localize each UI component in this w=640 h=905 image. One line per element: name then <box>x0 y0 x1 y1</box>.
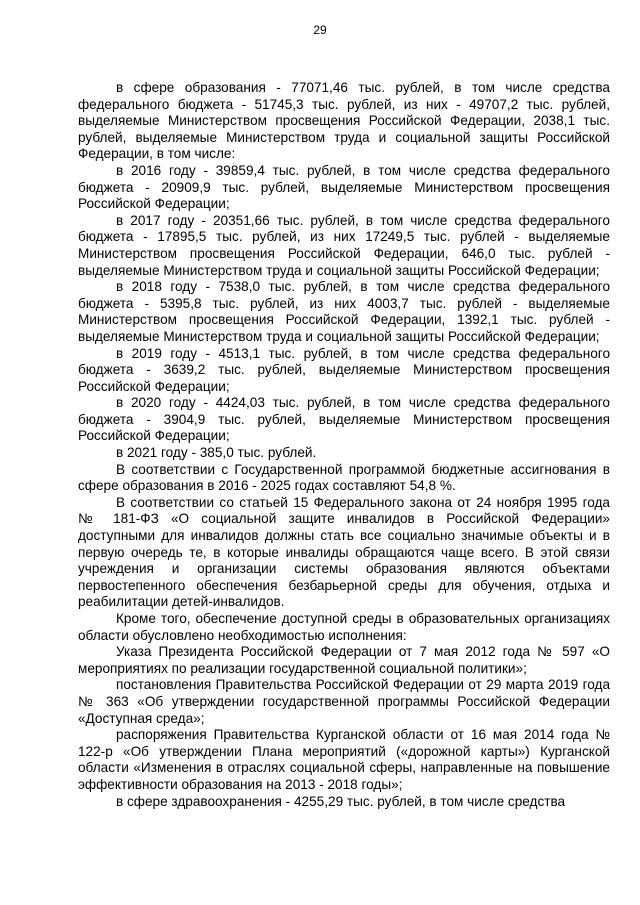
paragraph: В соответствии с Государственной программой бюджетные ассигнования в сфере образования в 2016 - 2025 годах составляют 54,8 %. <box>78 461 610 494</box>
paragraph: в сфере здравоохранения - 4255,29 тыс. рублей, в том числе средства <box>116 793 566 809</box>
paragraph: в 2018 году - 7538,0 тыс. рублей, в том числе средства федерального бюджета - 5395,8 тыс. рублей, из них 4003,7 тыс. рублей - выделяемые Министерством просвещения Российской Федерации, 1392,1 тыс. рублей - выделяемые Министерством труда и социальной защиты Российской Федерации; <box>78 279 610 344</box>
paragraph: в 2016 году - 39859,4 тыс. рублей, в том числе средства федерального бюджета - 20909,9 тыс. рублей, выделяемые Министерством просвещения Российской Федерации; <box>78 162 610 212</box>
paragraph: в 2017 году - 20351,66 тыс. рублей, в том числе средства федерального бюджета - 17895,5 тыс. рублей, из них 17249,5 тыс. рублей - выделяемые Министерством просвещения Российской Федерации, 646,0 тыс. рублей - выделяемые Министерством труда и социальной защиты Российской Федерации; <box>78 212 610 278</box>
paragraph: В соответствии со статьей 15 Федерального закона от 24 ноября 1995 года № 181-ФЗ «О социальной защите инвалидов в Российской Федерации» доступными для инвалидов должны стать все социально значимые объекты и в первую очередь те, в которые инвалиды обращаются чаще всего. В этой связи учреждения и организации системы образования являются объектами первостепенного обеспечения безбарьерной среды для обучения, отдыха и реабилитации детей-инвалидов. <box>78 494 610 610</box>
paragraph: в 2021 году - 385,0 тыс. рублей. <box>116 445 317 461</box>
paragraph: в 2020 году - 4424,03 тыс. рублей, в том числе средства федерального бюджета - 3904,9 тыс. рублей, выделяемые Министерством просвещения Российской Федерации; <box>78 395 610 444</box>
page-number: 29 <box>313 23 327 37</box>
paragraph: Кроме того, обеспечение доступной среды в образовательных организациях области обусловлено необходимостью исполнения: <box>78 611 610 643</box>
paragraph: в 2019 году - 4513,1 тыс. рублей, в том числе средства федерального бюджета - 3639,2 тыс. рублей, выделяемые Министерством просвещения Российской Федерации; <box>78 345 610 394</box>
paragraph: в сфере образования - 77071,46 тыс. рублей, в том числе средства федерального бюджета - 51745,3 тыс. рублей, из них - 49707,2 тыс. рублей, выделяемые Министерством просвещения Российской Федерации, 2038,1 тыс. рублей, выделяемые Министерством труда и социальной защиты Российской Федерации, в том числе: <box>78 80 610 162</box>
paragraph: Указа Президента Российской Федерации от 7 мая 2012 года № 597 «О мероприятиях по реализации государственной социальной политики»; <box>78 644 610 676</box>
paragraph: распоряжения Правительства Курганской области от 16 мая 2014 года № 122-р «Об утверждении Плана мероприятий («дорожной карты») Курганской области «Изменения в отраслях социальной сферы, направленные на повышение эффективности образования на 2013 - 2018 годы»; <box>78 727 610 792</box>
paragraph: постановления Правительства Российской Федерации от 29 марта 2019 года № 363 «Об утверждении государственной программы Российской Федерации «Доступная среда»; <box>78 677 610 726</box>
body-text <box>78 80 610 810</box>
